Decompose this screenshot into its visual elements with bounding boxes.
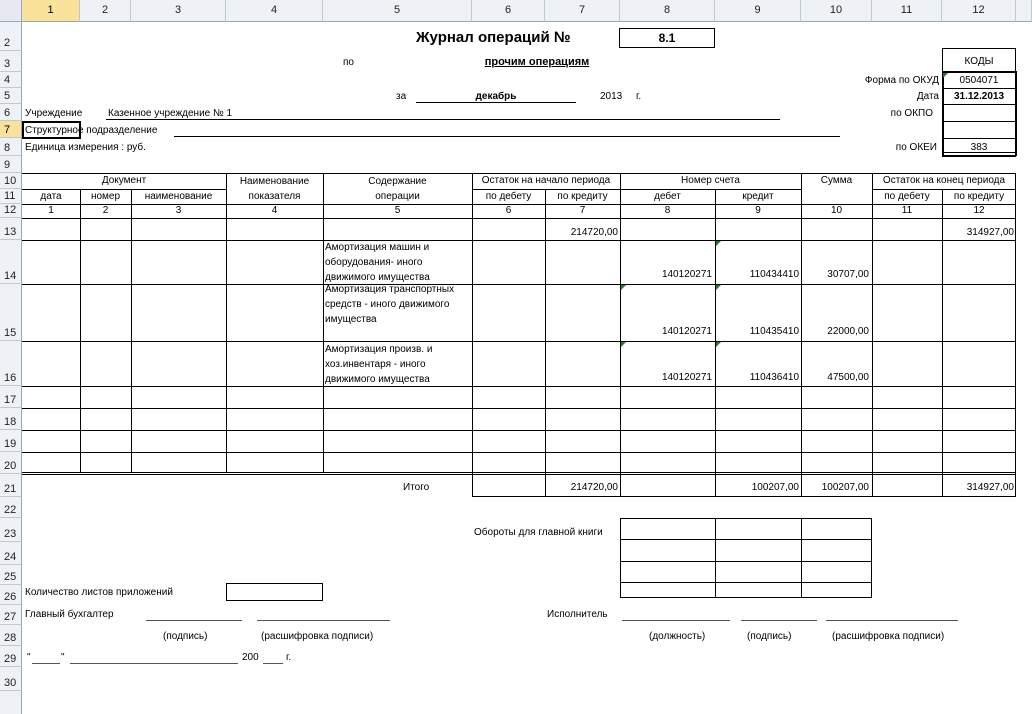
colnum-10: 10 [830, 205, 843, 216]
row-header-6[interactable]: 6 [0, 104, 22, 121]
row-header-30[interactable]: 30 [0, 667, 22, 691]
vline-col2 [80, 189, 81, 472]
institution-underline [106, 119, 780, 120]
account-subheader-line [620, 189, 801, 190]
column-header-6[interactable]: 6 [472, 0, 545, 22]
row-header-5[interactable]: 5 [0, 88, 22, 104]
closing-debit-header: по дебету [884, 191, 930, 202]
row-header-26[interactable]: 26 [0, 585, 22, 605]
op-3-credit[interactable]: 110436410 [749, 372, 799, 383]
turnover-line-2 [620, 561, 872, 562]
row15-bottom-line [22, 341, 1016, 342]
turnover-grid[interactable] [620, 518, 872, 598]
codes-line-3 [942, 121, 1016, 122]
opening-subheader-line [472, 189, 620, 190]
column-header-12[interactable]: 12 [942, 0, 1016, 22]
colnum-4: 4 [271, 205, 278, 216]
indicator-header: Наименование показателя [239, 176, 310, 202]
month-value[interactable]: декабрь [475, 91, 517, 102]
journal-number[interactable]: 8.1 [619, 28, 715, 48]
unit-label: Единица измерения : руб. [25, 142, 146, 153]
po-label: по [343, 57, 354, 68]
account-debit-header: дебет [654, 191, 681, 202]
row-header-22[interactable]: 22 [0, 497, 22, 518]
row-header-19[interactable]: 19 [0, 430, 22, 452]
column-header-5[interactable]: 5 [323, 0, 472, 22]
row-header-9[interactable]: 9 [0, 156, 22, 173]
turnover-line-3 [620, 582, 872, 583]
executor-decoding-line [826, 620, 958, 621]
totals-bottom-line [472, 496, 1016, 497]
colnum-11: 11 [901, 205, 913, 216]
turnover-line-1 [620, 539, 872, 540]
okei-label: по ОКЕИ [895, 142, 937, 153]
executor-position-caption: (должность) [649, 631, 706, 642]
active-cell-cursor[interactable] [22, 121, 81, 139]
codes-label: КОДЫ [964, 56, 994, 67]
institution-label: Учреждение [25, 108, 83, 119]
row13-bottom-line [22, 240, 1016, 241]
codes-line-4 [942, 138, 1016, 139]
totals-sum[interactable]: 100207,00 [821, 482, 869, 493]
colnum-1: 1 [48, 205, 54, 216]
date-year-suffix: г. [286, 652, 292, 663]
row-header-13[interactable]: 13 [0, 218, 22, 240]
colnum-12: 12 [973, 205, 985, 216]
row-header-3[interactable]: 3 [0, 51, 22, 72]
row-header-24[interactable]: 24 [0, 542, 22, 565]
colnum-5: 5 [394, 205, 401, 216]
row-header-18[interactable]: 18 [0, 408, 22, 430]
row-header-28[interactable]: 28 [0, 625, 22, 646]
subdivision-underline [174, 136, 840, 137]
row-header-16[interactable]: 16 [0, 341, 22, 386]
column-header-10[interactable]: 10 [801, 0, 872, 22]
executor-position-line [622, 620, 730, 621]
codes-bottom-line [942, 155, 1016, 157]
turnover-label: Обороты для главной книги [474, 527, 603, 538]
doc-group-header: Документ [101, 175, 147, 186]
row-header-29[interactable]: 29 [0, 646, 22, 667]
op-1-debit[interactable]: 140120271 [661, 269, 712, 280]
row-header-8[interactable]: 8 [0, 138, 22, 156]
codes-top-line [942, 71, 1016, 73]
row-header-31[interactable] [0, 691, 22, 714]
chief-decoding-caption: (расшифровка подписи) [261, 631, 374, 642]
opening-credit-header: по кредиту [557, 191, 608, 202]
vline-col5 [323, 173, 324, 472]
colnum-3: 3 [175, 205, 182, 216]
executor-signature-line [741, 620, 817, 621]
op-3-sum[interactable]: 47500,00 [827, 372, 869, 383]
totals-label: Итого [403, 482, 430, 493]
row16-bottom-line [22, 386, 1016, 387]
closing-credit-header: по кредиту [953, 191, 1005, 202]
op-1-sum[interactable]: 30707,00 [827, 269, 869, 280]
year-suffix: г. [636, 91, 642, 102]
column-header-7[interactable]: 7 [545, 0, 620, 22]
column-header-4[interactable]: 4 [226, 0, 323, 22]
colnum-bottom-line [22, 218, 1016, 219]
row-header-25[interactable]: 25 [0, 565, 22, 585]
date-label: Дата [916, 91, 939, 102]
colnum-9: 9 [755, 205, 761, 216]
column-header-8[interactable]: 8 [620, 0, 715, 22]
chief-signature-caption: (подпись) [163, 631, 208, 642]
op-2-sum[interactable]: 22000,00 [827, 326, 869, 337]
account-credit-header: кредит [742, 191, 774, 202]
op-2-credit[interactable]: 110435410 [749, 326, 799, 337]
column-header-13[interactable] [1016, 0, 1032, 22]
closing-balance-header: Остаток на конец периода [882, 175, 1006, 186]
chief-accountant-label: Главный бухгалтер [25, 609, 114, 620]
vline-col11 [872, 173, 873, 496]
year-value[interactable]: 2013 [600, 91, 623, 102]
codes-line-2 [942, 104, 1016, 105]
row-header-10[interactable]: 10 [0, 173, 22, 189]
row-header-15[interactable]: 15 [0, 284, 22, 341]
totals-account-credit[interactable]: 100207,00 [751, 482, 799, 493]
okud-value[interactable]: 0504071 [959, 75, 999, 86]
subdivision-label: Структурное подразделение [25, 125, 158, 136]
column-header-3[interactable]: 3 [131, 0, 226, 22]
date-year-line [263, 663, 283, 664]
row-header-14[interactable]: 14 [0, 240, 22, 284]
opening-balance-header: Остаток на начало периода [481, 175, 611, 186]
row-header-27[interactable]: 27 [0, 605, 22, 625]
row-header-21[interactable]: 21 [0, 474, 22, 497]
journal-type[interactable]: прочим операциям [484, 56, 590, 68]
totals-opening-credit[interactable]: 214720,00 [570, 482, 618, 493]
op-3-debit[interactable]: 140120271 [661, 372, 712, 383]
comment-indicator [716, 342, 721, 347]
row20-bottom-line [22, 472, 1016, 473]
attachments-label: Количество листов приложений [25, 587, 173, 598]
vline-col6 [472, 173, 473, 496]
doc-date-header: дата [40, 191, 62, 202]
vline-right [1015, 173, 1016, 496]
comment-indicator [621, 285, 626, 290]
date-year-prefix: 200 [242, 652, 259, 663]
chief-signature-line [146, 620, 242, 621]
column-header-11[interactable]: 11 [872, 0, 942, 22]
row19-bottom-line [22, 452, 1016, 453]
row18-bottom-line [22, 430, 1016, 431]
opening-debit-header: по дебету [485, 191, 532, 202]
chief-decoding-line [257, 620, 390, 621]
okei-value[interactable]: 383 [970, 142, 988, 153]
date-quote-open: " [27, 652, 31, 663]
row-header-7[interactable]: 7 [0, 121, 22, 138]
okud-label: Форма по ОКУД [864, 75, 939, 86]
table-top-line [22, 173, 1016, 174]
row-header-2[interactable]: 2 [0, 22, 22, 51]
totals-closing-credit[interactable]: 314927,00 [966, 482, 1014, 493]
row-header-17[interactable]: 17 [0, 386, 22, 408]
turnover-vline-1 [715, 518, 716, 598]
row-header-12[interactable]: 12 [0, 204, 22, 218]
row-header-4[interactable]: 4 [0, 72, 22, 88]
journal-title: Журнал операций № [416, 29, 571, 46]
select-all-corner[interactable] [0, 0, 22, 22]
closing-subheader-line [872, 189, 1016, 190]
row14-bottom-line [22, 284, 1016, 285]
colnum-7: 7 [579, 205, 586, 216]
op-2-debit[interactable]: 140120271 [661, 326, 712, 337]
comment-indicator [621, 342, 626, 347]
colnum-6: 6 [505, 205, 512, 216]
attachments-count-field[interactable] [226, 583, 323, 601]
content-header: Содержание операции [368, 176, 427, 202]
closing-credit-value[interactable]: 314927,00 [966, 227, 1014, 238]
date-month-line [70, 663, 238, 664]
comment-indicator [716, 241, 721, 246]
colnum-2: 2 [102, 205, 109, 216]
okpo-label: по ОКПО [890, 108, 933, 119]
row-header-20[interactable]: 20 [0, 452, 22, 474]
doc-number-header: номер [90, 191, 121, 202]
executor-label: Исполнитель [547, 609, 608, 620]
op-2-content[interactable]: Амортизация транспортных средств - иного движимого имущества [325, 284, 455, 325]
turnover-vline-2 [801, 518, 802, 598]
doc-name-header: наименование [144, 191, 213, 202]
account-number-header: Номер счета [681, 175, 740, 186]
codes-line-1 [942, 88, 1016, 89]
row-header-23[interactable]: 23 [0, 518, 22, 542]
op-3-content[interactable]: Амортизация произв. и хоз.инвентаря - иного движимого имущества [325, 344, 433, 385]
vline-col4 [226, 173, 227, 472]
date-quote-close: " [61, 652, 65, 663]
executor-decoding-caption: (расшифровка подписи) [832, 631, 945, 642]
comment-indicator [716, 285, 721, 290]
date-day-line [32, 663, 60, 664]
institution-value[interactable]: Казенное учреждение № 1 [108, 108, 233, 119]
row17-bottom-line [22, 408, 1016, 409]
opening-credit-value[interactable]: 214720,00 [570, 227, 618, 238]
doc-subheader-line-b [80, 189, 226, 190]
row20-double-line [22, 474, 1016, 475]
month-underline [416, 102, 576, 103]
date-value[interactable]: 31.12.2013 [953, 91, 1005, 102]
column-header-9[interactable]: 9 [715, 0, 801, 22]
op-1-credit[interactable]: 110434410 [749, 269, 799, 280]
op-1-content[interactable]: Амортизация машин и оборудования- иного движимого имущества [325, 242, 430, 283]
row-header-11[interactable]: 11 [0, 189, 22, 204]
column-header-1[interactable]: 1 [22, 0, 80, 22]
executor-signature-caption: (подпись) [747, 631, 792, 642]
vline-col3 [131, 189, 132, 472]
za-label: за [396, 91, 407, 102]
sum-header: Сумма [820, 175, 853, 186]
colnum-8: 8 [664, 205, 671, 216]
column-header-2[interactable]: 2 [80, 0, 131, 22]
